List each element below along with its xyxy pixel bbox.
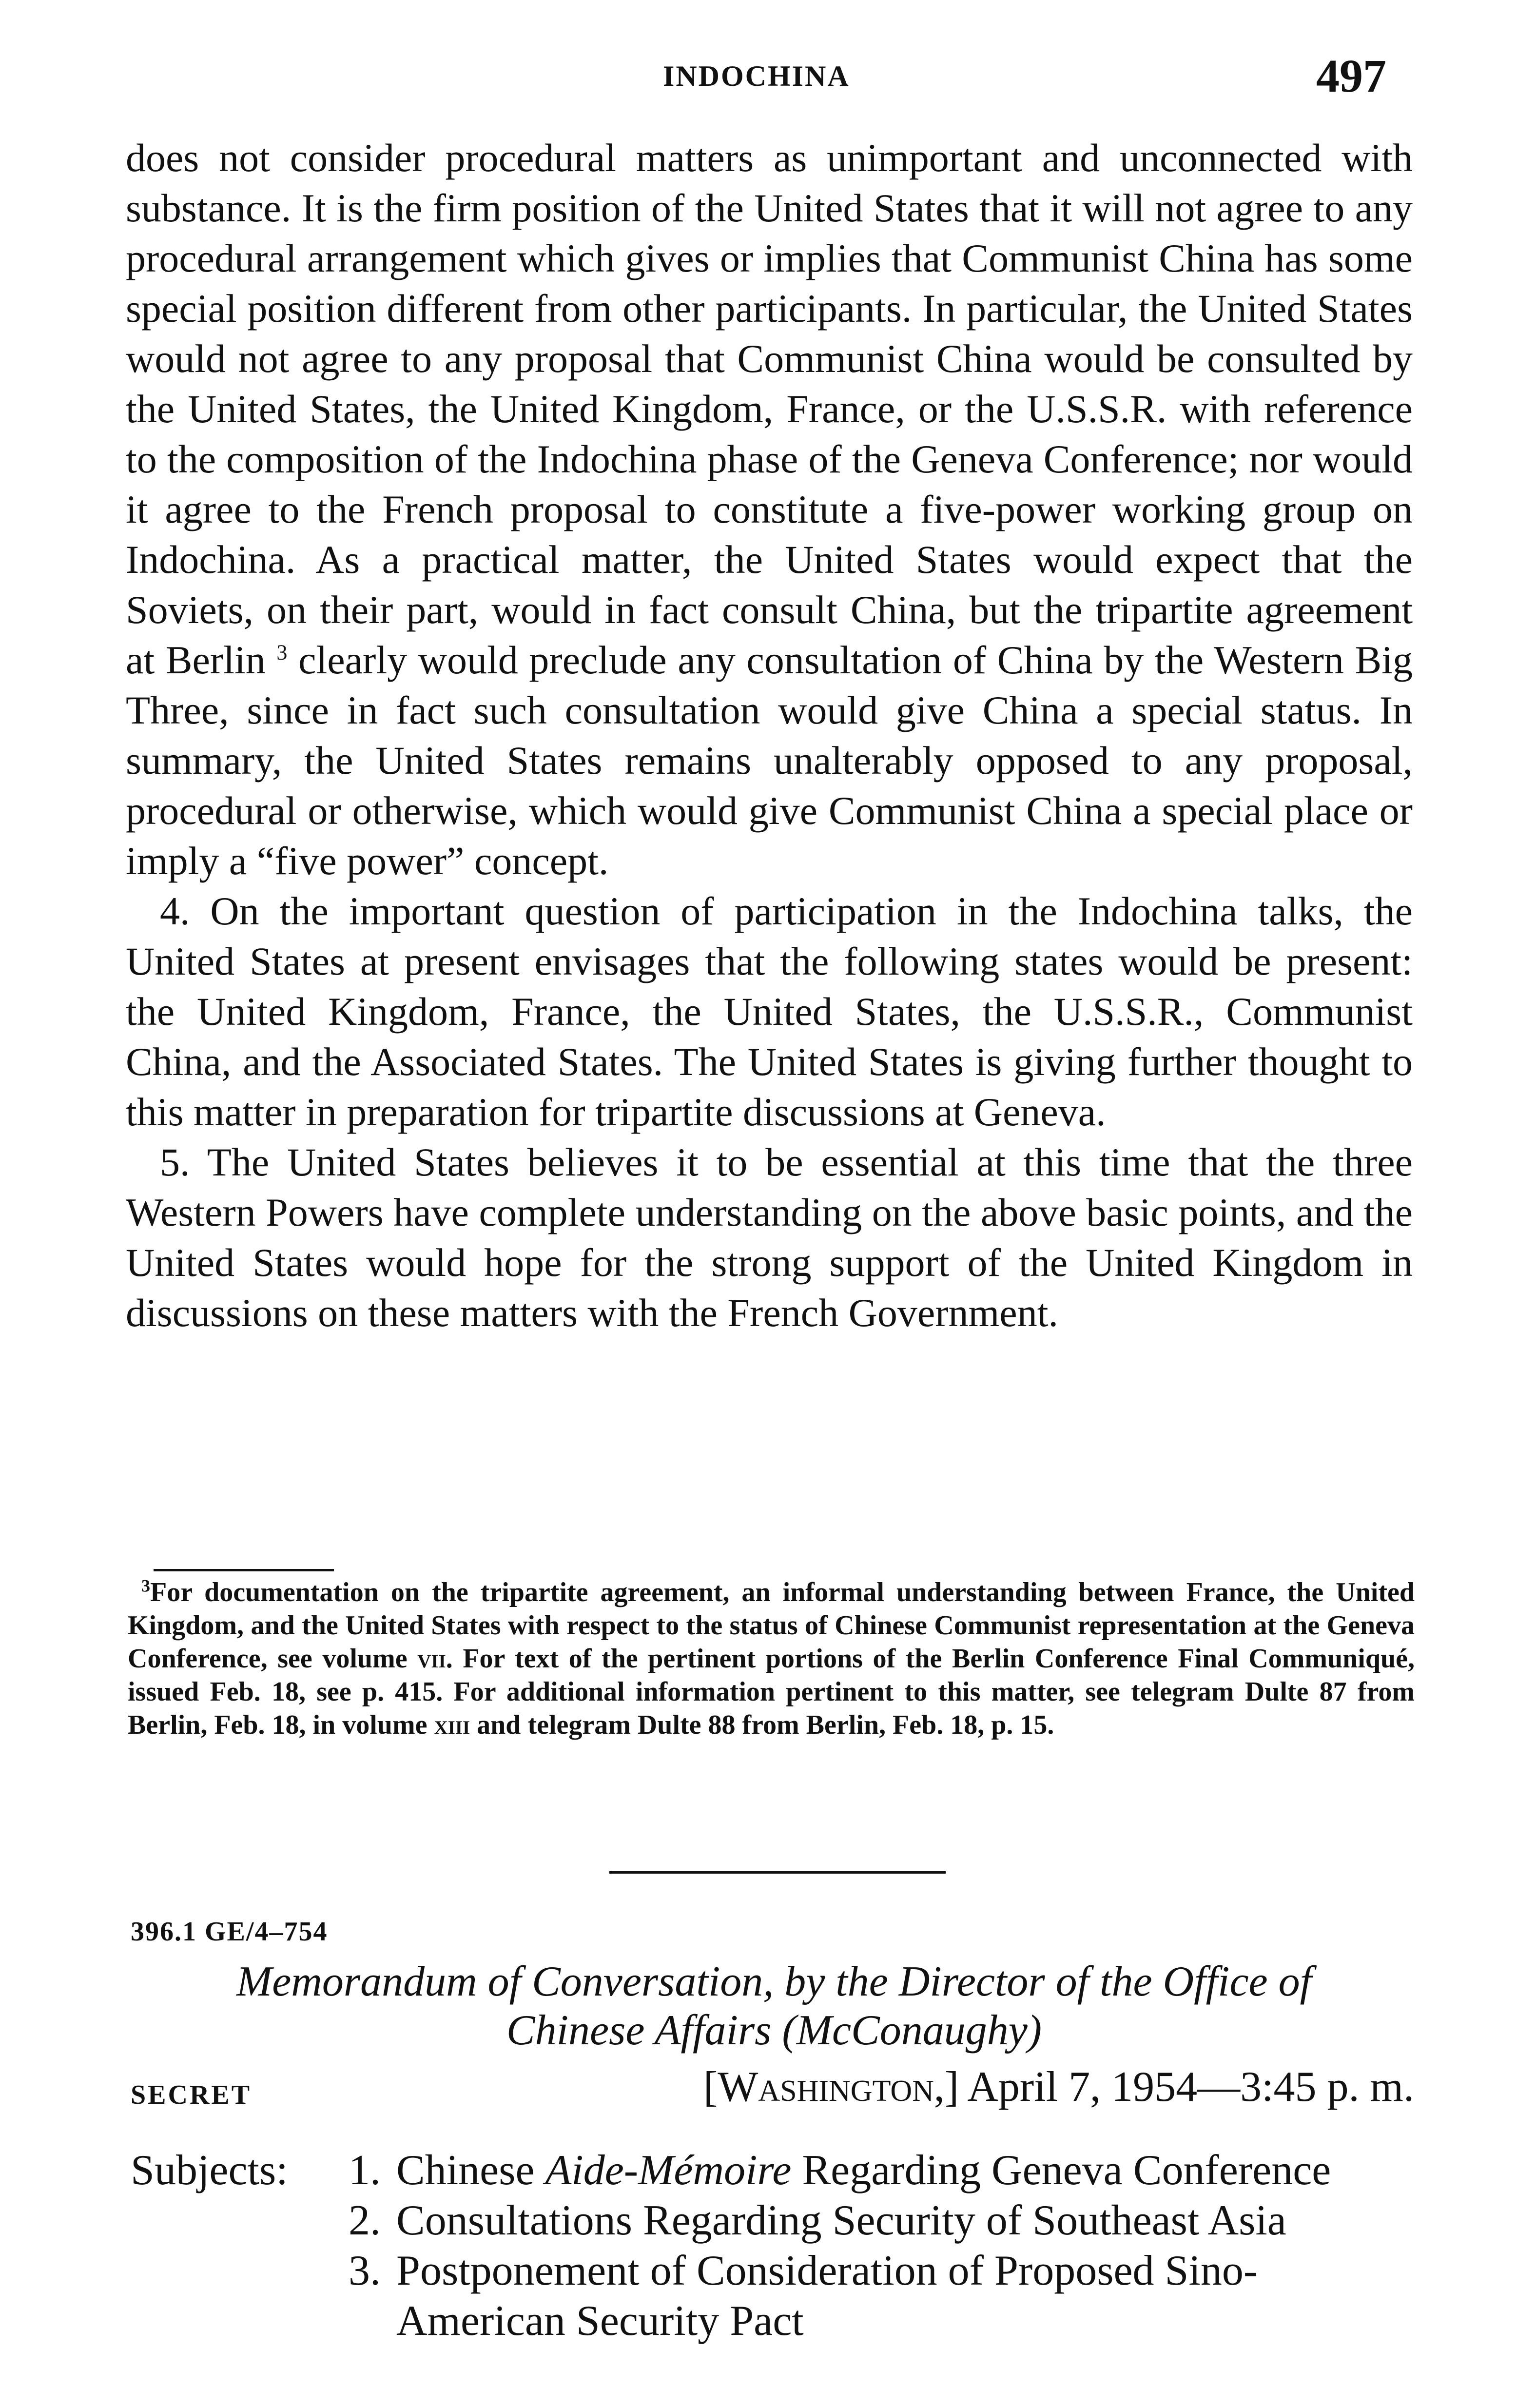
paragraph-text-continued: clearly would preclude any consultation of China by the Western Big Three, since in fact such consultation would give China a special status. In summary, the United States remains unalterably opposed to any proposal, procedural or otherwise, which would give Communist China a special place or imply a “five power” concept. xyxy=(126,638,1413,883)
footnote-marker: 3 xyxy=(141,1576,150,1596)
dateline-bracket: [ xyxy=(703,2063,718,2111)
volume-ref-a: vii xyxy=(417,1644,446,1674)
footnote-text-a: For documentation on the tripartite agreement, an informal understanding between France, the United Kingdom, and the United States with respect to the status of Chinese Communist representation at the Geneva Conference, see volume xyxy=(128,1577,1415,1674)
running-head-title: INDOCHINA xyxy=(663,60,850,92)
dateline xyxy=(703,2062,1414,2112)
subject-item xyxy=(349,2145,1416,2195)
dateline-date: ,] April 7, 1954—3:45 p. m. xyxy=(933,2063,1414,2111)
document-title xyxy=(131,1958,1418,2055)
subjects-list xyxy=(349,2145,1416,2346)
document-title-line-1: Memorandum of Conversation, by the Director of the Office of xyxy=(236,1958,1312,2005)
subject-text-italic: Aide-Mémoire xyxy=(545,2147,792,2194)
footnote xyxy=(128,1576,1415,1742)
subject-number: 3. xyxy=(349,2247,381,2294)
body-text xyxy=(126,133,1413,1338)
footnote-text-b: . For text of the pertinent portions of the Berlin Conference Final Communiqué, issued Feb. 18, see p. 415. For additional information pertinent to this matter, see telegram Dulte 87 from Berlin, Feb. 18, in volume xyxy=(128,1644,1415,1740)
subject-text: Postponement of Consideration of Proposed Sino- xyxy=(396,2247,1258,2294)
subject-text-continued: American Security Pact xyxy=(396,2297,804,2345)
subject-text-pre: Chinese xyxy=(396,2147,545,2194)
subject-item xyxy=(349,2195,1416,2246)
paragraph-text: does not consider procedural matters as unimportant and unconnected with substance. It is the firm position of the United States that it will not agree to any procedural arrangement which gives or implies that Communist China has some special position different from other participants. In particular, the United States would not agree to any proposal that Communist China would be consulted by the United States, the United Kingdom, France, or the U.S.S.R. with reference to the composition of the Indochina phase of the Geneva Conference; nor would it agree to the French proposal to constitute a five-power working group on Indochina. As a practical matter, the United States would expect that the Soviets, on their part, would in fact consult China, but the tripartite agreement at Berlin xyxy=(126,136,1413,682)
dateline-place: Washington xyxy=(718,2063,934,2111)
footnote-divider xyxy=(154,1569,334,1571)
paragraph-point-4: 4. On the important question of participation in the Indochina talks, the United States at present envisages that the following states would be present: the United Kingdom, France, the United States, the U.S.S.R., Communist China, and the Associated States. The United States is giving further thought to this matter in preparation for tripartite discussions at Geneva. xyxy=(126,889,1413,1134)
footnote-reference[interactable]: 3 xyxy=(276,640,288,665)
file-number: 396.1 GE/4–754 xyxy=(131,1917,328,1947)
subject-number: 2. xyxy=(349,2197,381,2244)
volume-ref-b: xiii xyxy=(434,1710,470,1740)
subject-text: Consultations Regarding Security of Southeast Asia xyxy=(396,2197,1286,2244)
page-number: 497 xyxy=(1316,50,1386,102)
subject-number: 1. xyxy=(349,2147,381,2194)
paragraph-point-5: 5. The United States believes it to be essential at this time that the three Western Powers have complete understanding on the above basic points, and the United States would hope for the strong support of the United Kingdom in discussions on these matters with the French Government. xyxy=(126,1140,1413,1335)
footnote-text-c: and telegram Dulte 88 from Berlin, Feb. 18, p. 15. xyxy=(470,1710,1054,1740)
section-divider xyxy=(609,1871,946,1874)
paragraph-continued xyxy=(126,133,1413,886)
subjects-label: Subjects: xyxy=(131,2147,288,2194)
classification-label: SECRET xyxy=(131,2080,252,2110)
subject-text-post: Regarding Geneva Conference xyxy=(791,2147,1331,2194)
document-title-line-2: Chinese Affairs (McConaughy) xyxy=(506,2007,1042,2054)
subject-item xyxy=(349,2246,1416,2296)
footnotes xyxy=(128,1576,1415,1742)
running-head xyxy=(0,49,1536,102)
subject-text xyxy=(396,2145,1416,2195)
